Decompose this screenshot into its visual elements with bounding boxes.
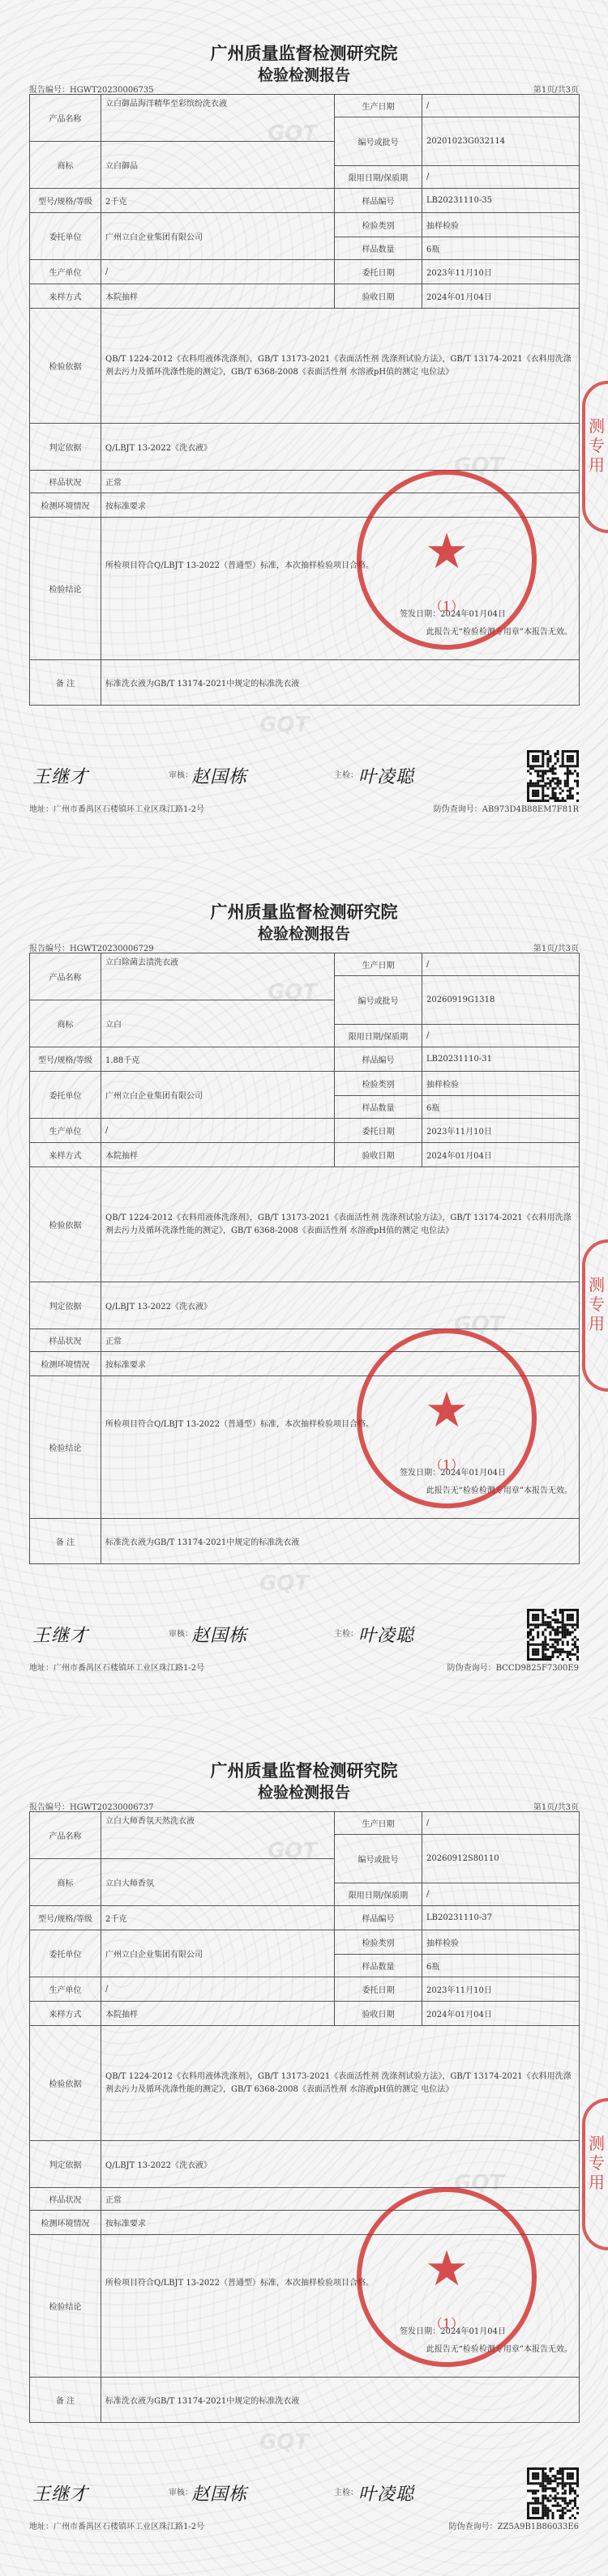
label-sample-qty: 样品数量 — [335, 237, 422, 260]
watermark-text: GQT — [454, 454, 504, 478]
label-produce-date: 生产日期 — [335, 1812, 422, 1835]
value-test-environment: 按标准要求 — [101, 1352, 580, 1376]
value-commission-date: 2023年11月10日 — [422, 1977, 580, 2002]
label-model-spec: 型号/规格/等级 — [30, 189, 101, 213]
value-product-name: 立白御品海洋精华至彩缤纷洗衣液 — [101, 95, 335, 142]
reviewer-signature: 赵国栋 — [191, 767, 248, 787]
label-test-basis: 检验依据 — [30, 2026, 101, 2141]
reviewer-signature: 赵国栋 — [191, 1626, 248, 1646]
report-page — [0, 0, 608, 859]
issue-date: 签发日期：2024年01月04日 — [400, 610, 506, 619]
org-title: 广州质量监督检测研究院 — [210, 902, 398, 922]
value-finish-date: 2024年01月04日 — [422, 1143, 580, 1167]
value-finish-date: 2024年01月04日 — [422, 2002, 580, 2026]
value-sample-condition: 正常 — [101, 2188, 580, 2211]
page-info: 第1页/共3页 — [533, 1803, 579, 1812]
value-client: 广州立白企业集团有限公司 — [101, 1930, 335, 1977]
value-test-basis: QB/T 1224-2012《衣料用液体洗涤剂》，GB/T 13173-2021《表面活性剂 洗涤剂试验方法》，GB/T 13174-2021《衣料用洗涤剂去污力及循环洗涤性能的测定》，GB/T 6368-2008《表面活性剂 水溶液pH值的测定 电位法》 — [101, 309, 580, 424]
watermark-text: GQT — [259, 2430, 310, 2454]
label-judgment-basis: 判定依据 — [30, 424, 101, 471]
anti-fake-code: 防伪查询号：ZZ5A9B1B86033E6 — [448, 2523, 579, 2531]
value-sample-condition: 正常 — [101, 1329, 580, 1352]
label-manufacturer: 生产单位 — [30, 1119, 101, 1143]
value-trademark: 立白 — [101, 1000, 335, 1047]
label-manufacturer: 生产单位 — [30, 1977, 101, 2002]
main-inspector-label: 主检： — [334, 2489, 358, 2497]
reviewer-label: 审核： — [169, 2489, 193, 2497]
main-inspector-signature: 叶凌聪 — [358, 767, 415, 787]
label-sample-qty: 样品数量 — [335, 1096, 422, 1119]
value-shelf-life: / — [422, 1025, 580, 1047]
label-lot-no: 编号或批号 — [335, 117, 422, 166]
watermark-text: GQT — [454, 2171, 504, 2195]
label-product-name: 产品名称 — [30, 953, 101, 1000]
main-inspector-signature: 叶凌聪 — [358, 2484, 415, 2505]
anti-fake-code: 防伪查询号：AB973D4B88EM7F81R — [433, 805, 579, 814]
value-shelf-life: / — [422, 166, 580, 189]
label-commission-date: 委托日期 — [335, 1119, 422, 1143]
label-finish-date: 验收日期 — [335, 2002, 422, 2026]
official-seal — [357, 1329, 537, 1508]
anti-fake-code: 防伪查询号：BCCD9825F7300E9 — [447, 1664, 579, 1673]
label-sampling-method: 来样方式 — [30, 1143, 101, 1167]
label-conclusion: 检验结论 — [30, 518, 101, 660]
qr-code-icon[interactable] — [527, 750, 579, 802]
label-shelf-life: 限用日期/保质期 — [335, 166, 422, 189]
org-title: 广州质量监督检测研究院 — [210, 1760, 398, 1781]
label-sampling-method: 来样方式 — [30, 2002, 101, 2026]
label-test-environment: 检测环境情况 — [30, 493, 101, 518]
value-sampling-method: 本院抽样 — [101, 284, 335, 309]
seal-star-icon: ★ — [425, 1382, 469, 1439]
report-number: 报告编号：HGWT20230006735 — [29, 86, 154, 95]
report-number: 报告编号：HGWT20230006729 — [29, 945, 154, 953]
label-sample-no: 样品编号 — [335, 1047, 422, 1072]
label-trademark: 商标 — [30, 142, 101, 189]
report-page — [0, 1717, 608, 2576]
side-stamp: 测专用 — [582, 381, 608, 533]
value-sample-condition: 正常 — [101, 471, 580, 493]
label-client: 委托单位 — [30, 1930, 101, 1977]
value-conclusion: 所检项目符合Q/LBJT 13-2022（普通型）标准，本次抽样检验项目合格。 — [105, 2279, 374, 2288]
label-trademark: 商标 — [30, 1859, 101, 1906]
label-produce-date: 生产日期 — [335, 953, 422, 976]
page-info: 第1页/共3页 — [533, 86, 579, 95]
label-model-spec: 型号/规格/等级 — [30, 1906, 101, 1930]
value-product-name: 立白大师香氛天然洗衣液 — [101, 1812, 335, 1859]
label-test-type: 检验类别 — [335, 1930, 422, 1955]
address: 地址：广州市番禺区石楼镇环工业区珠江路1-2号 — [29, 1664, 205, 1673]
label-sample-no: 样品编号 — [335, 1906, 422, 1930]
label-sample-qty: 样品数量 — [335, 1955, 422, 1977]
value-conclusion: 所检项目符合Q/LBJT 13-2022（普通型）标准，本次抽样检验项目合格。 — [105, 1420, 374, 1429]
value-client: 广州立白企业集团有限公司 — [101, 213, 335, 260]
value-test-basis: QB/T 1224-2012《衣料用液体洗涤剂》，GB/T 13173-2021《表面活性剂 洗涤剂试验方法》，GB/T 13174-2021《衣料用洗涤剂去污力及循环洗涤性能的测定》，GB/T 6368-2008《表面活性剂 水溶液pH值的测定 电位法》 — [101, 2026, 580, 2141]
address: 地址：广州市番禺区石楼镇环工业区珠江路1-2号 — [29, 805, 205, 814]
label-test-basis: 检验依据 — [30, 1167, 101, 1282]
label-shelf-life: 限用日期/保质期 — [335, 1883, 422, 1906]
approver-signature: 王继才 — [32, 1626, 89, 1646]
label-commission-date: 委托日期 — [335, 1977, 422, 2002]
label-conclusion: 检验结论 — [30, 1376, 101, 1519]
value-manufacturer: / — [101, 1119, 335, 1143]
label-remarks: 备 注 — [30, 1519, 101, 1564]
value-trademark: 立白御品 — [101, 142, 335, 189]
label-conclusion: 检验结论 — [30, 2235, 101, 2378]
label-test-environment: 检测环境情况 — [30, 2211, 101, 2235]
label-lot-no: 编号或批号 — [335, 1835, 422, 1883]
reviewer-label: 审核： — [169, 771, 193, 780]
value-sample-no: LB20231110-35 — [422, 189, 580, 213]
value-lot-no: 20260912S80110 — [422, 1835, 580, 1883]
value-remarks: 标准洗衣液为GB/T 13174-2021中规定的标准洗衣液 — [101, 2378, 580, 2423]
label-test-environment: 检测环境情况 — [30, 1352, 101, 1376]
main-inspector-label: 主检： — [334, 1630, 358, 1639]
label-produce-date: 生产日期 — [335, 95, 422, 117]
issue-date: 签发日期：2024年01月04日 — [400, 1469, 506, 1478]
qr-code-icon[interactable] — [527, 2467, 579, 2519]
conclusion-note: 此报告无“检验检测专用章”本报告无效。 — [426, 2345, 572, 2354]
watermark-text: GQT — [259, 1572, 310, 1596]
main-inspector-signature: 叶凌聪 — [358, 1626, 415, 1646]
label-client: 委托单位 — [30, 1072, 101, 1119]
seal-number: （1） — [429, 599, 465, 614]
label-lot-no: 编号或批号 — [335, 976, 422, 1025]
value-client: 广州立白企业集团有限公司 — [101, 1072, 335, 1119]
label-judgment-basis: 判定依据 — [30, 1282, 101, 1329]
value-product-name: 立白除菌去渍洗衣液 — [101, 953, 335, 1000]
label-model-spec: 型号/规格/等级 — [30, 1047, 101, 1072]
seal-star-icon: ★ — [425, 2241, 469, 2297]
qr-code-icon[interactable] — [527, 1609, 579, 1661]
label-sample-no: 样品编号 — [335, 189, 422, 213]
value-lot-no: 20260919G1318 — [422, 976, 580, 1025]
watermark-text: GQT — [268, 122, 318, 146]
value-model-spec: 2千克 — [101, 189, 335, 213]
value-conclusion: 所检项目符合Q/LBJT 13-2022（普通型）标准，本次抽样检验项目合格。 — [105, 561, 374, 570]
label-sample-condition: 样品状况 — [30, 2188, 101, 2211]
watermark-text: GQT — [268, 980, 318, 1004]
value-test-type: 抽样检验 — [422, 1930, 580, 1955]
value-produce-date: / — [422, 95, 580, 117]
watermark-text: GQT — [259, 713, 310, 737]
approver-signature: 王继才 — [32, 2484, 89, 2505]
value-judgment-basis: Q/LBJT 13-2022《洗衣液》 — [101, 424, 580, 471]
label-judgment-basis: 判定依据 — [30, 2141, 101, 2188]
label-product-name: 产品名称 — [30, 95, 101, 142]
label-finish-date: 验收日期 — [335, 284, 422, 309]
seal-number: （1） — [429, 1457, 465, 1473]
value-remarks: 标准洗衣液为GB/T 13174-2021中规定的标准洗衣液 — [101, 660, 580, 706]
value-sample-qty: 6瓶 — [422, 1955, 580, 1977]
value-sample-no: LB20231110-37 — [422, 1906, 580, 1930]
value-manufacturer: / — [101, 260, 335, 284]
value-judgment-basis: Q/LBJT 13-2022《洗衣液》 — [101, 1282, 580, 1329]
issue-date: 签发日期：2024年01月04日 — [400, 2327, 506, 2336]
label-shelf-life: 限用日期/保质期 — [335, 1025, 422, 1047]
side-stamp: 测专用 — [582, 1239, 608, 1392]
value-produce-date: / — [422, 1812, 580, 1835]
value-produce-date: / — [422, 953, 580, 976]
label-remarks: 备 注 — [30, 2378, 101, 2423]
value-test-type: 抽样检验 — [422, 1072, 580, 1096]
page-info: 第1页/共3页 — [533, 945, 579, 953]
label-test-basis: 检验依据 — [30, 309, 101, 424]
report-page — [0, 859, 608, 1717]
value-test-type: 抽样检验 — [422, 213, 580, 237]
label-product-name: 产品名称 — [30, 1812, 101, 1859]
value-sampling-method: 本院抽样 — [101, 1143, 335, 1167]
label-test-type: 检验类别 — [335, 213, 422, 237]
label-remarks: 备 注 — [30, 660, 101, 706]
value-commission-date: 2023年11月10日 — [422, 1119, 580, 1143]
value-model-spec: 1.88千克 — [101, 1047, 335, 1072]
value-trademark: 立白大师香氛 — [101, 1859, 335, 1906]
value-remarks: 标准洗衣液为GB/T 13174-2021中规定的标准洗衣液 — [101, 1519, 580, 1564]
value-sample-qty: 6瓶 — [422, 237, 580, 260]
watermark-text: GQT — [268, 1839, 318, 1863]
value-commission-date: 2023年11月10日 — [422, 260, 580, 284]
label-sample-condition: 样品状况 — [30, 1329, 101, 1352]
label-client: 委托单位 — [30, 213, 101, 260]
conclusion-note: 此报告无“检验检测专用章”本报告无效。 — [426, 628, 572, 637]
address: 地址：广州市番禺区石楼镇环工业区珠江路1-2号 — [29, 2523, 205, 2531]
label-commission-date: 委托日期 — [335, 260, 422, 284]
watermark-text: GQT — [454, 1312, 504, 1337]
seal-star-icon: ★ — [425, 523, 469, 580]
label-sampling-method: 来样方式 — [30, 284, 101, 309]
doc-title: 检验检测报告 — [257, 66, 350, 84]
value-lot-no: 20201023G032114 — [422, 117, 580, 166]
value-sample-qty: 6瓶 — [422, 1096, 580, 1119]
main-inspector-label: 主检： — [334, 771, 358, 780]
conclusion-note: 此报告无“检验检测专用章”本报告无效。 — [426, 1486, 572, 1495]
official-seal — [357, 470, 537, 650]
approver-signature: 王继才 — [32, 767, 89, 787]
value-sampling-method: 本院抽样 — [101, 2002, 335, 2026]
value-sample-no: LB20231110-31 — [422, 1047, 580, 1072]
seal-number: （1） — [429, 2316, 465, 2331]
doc-title: 检验检测报告 — [257, 1784, 350, 1802]
value-test-environment: 按标准要求 — [101, 2211, 580, 2235]
doc-title: 检验检测报告 — [257, 925, 350, 943]
label-trademark: 商标 — [30, 1000, 101, 1047]
value-shelf-life: / — [422, 1883, 580, 1906]
side-stamp: 测专用 — [582, 2098, 608, 2250]
official-seal — [357, 2187, 537, 2367]
value-manufacturer: / — [101, 1977, 335, 2002]
value-test-basis: QB/T 1224-2012《衣料用液体洗涤剂》，GB/T 13173-2021《表面活性剂 洗涤剂试验方法》，GB/T 13174-2021《衣料用洗涤剂去污力及循环洗涤性能的测定》，GB/T 6368-2008《表面活性剂 水溶液pH值的测定 电位法》 — [101, 1167, 580, 1282]
label-manufacturer: 生产单位 — [30, 260, 101, 284]
report-number: 报告编号：HGWT20230006737 — [29, 1803, 154, 1812]
reviewer-label: 审核： — [169, 1630, 193, 1639]
label-test-type: 检验类别 — [335, 1072, 422, 1096]
label-sample-condition: 样品状况 — [30, 471, 101, 493]
value-model-spec: 2千克 — [101, 1906, 335, 1930]
value-test-environment: 按标准要求 — [101, 493, 580, 518]
value-judgment-basis: Q/LBJT 13-2022《洗衣液》 — [101, 2141, 580, 2188]
value-finish-date: 2024年01月04日 — [422, 284, 580, 309]
label-finish-date: 验收日期 — [335, 1143, 422, 1167]
reviewer-signature: 赵国栋 — [191, 2484, 248, 2505]
org-title: 广州质量监督检测研究院 — [210, 43, 398, 63]
